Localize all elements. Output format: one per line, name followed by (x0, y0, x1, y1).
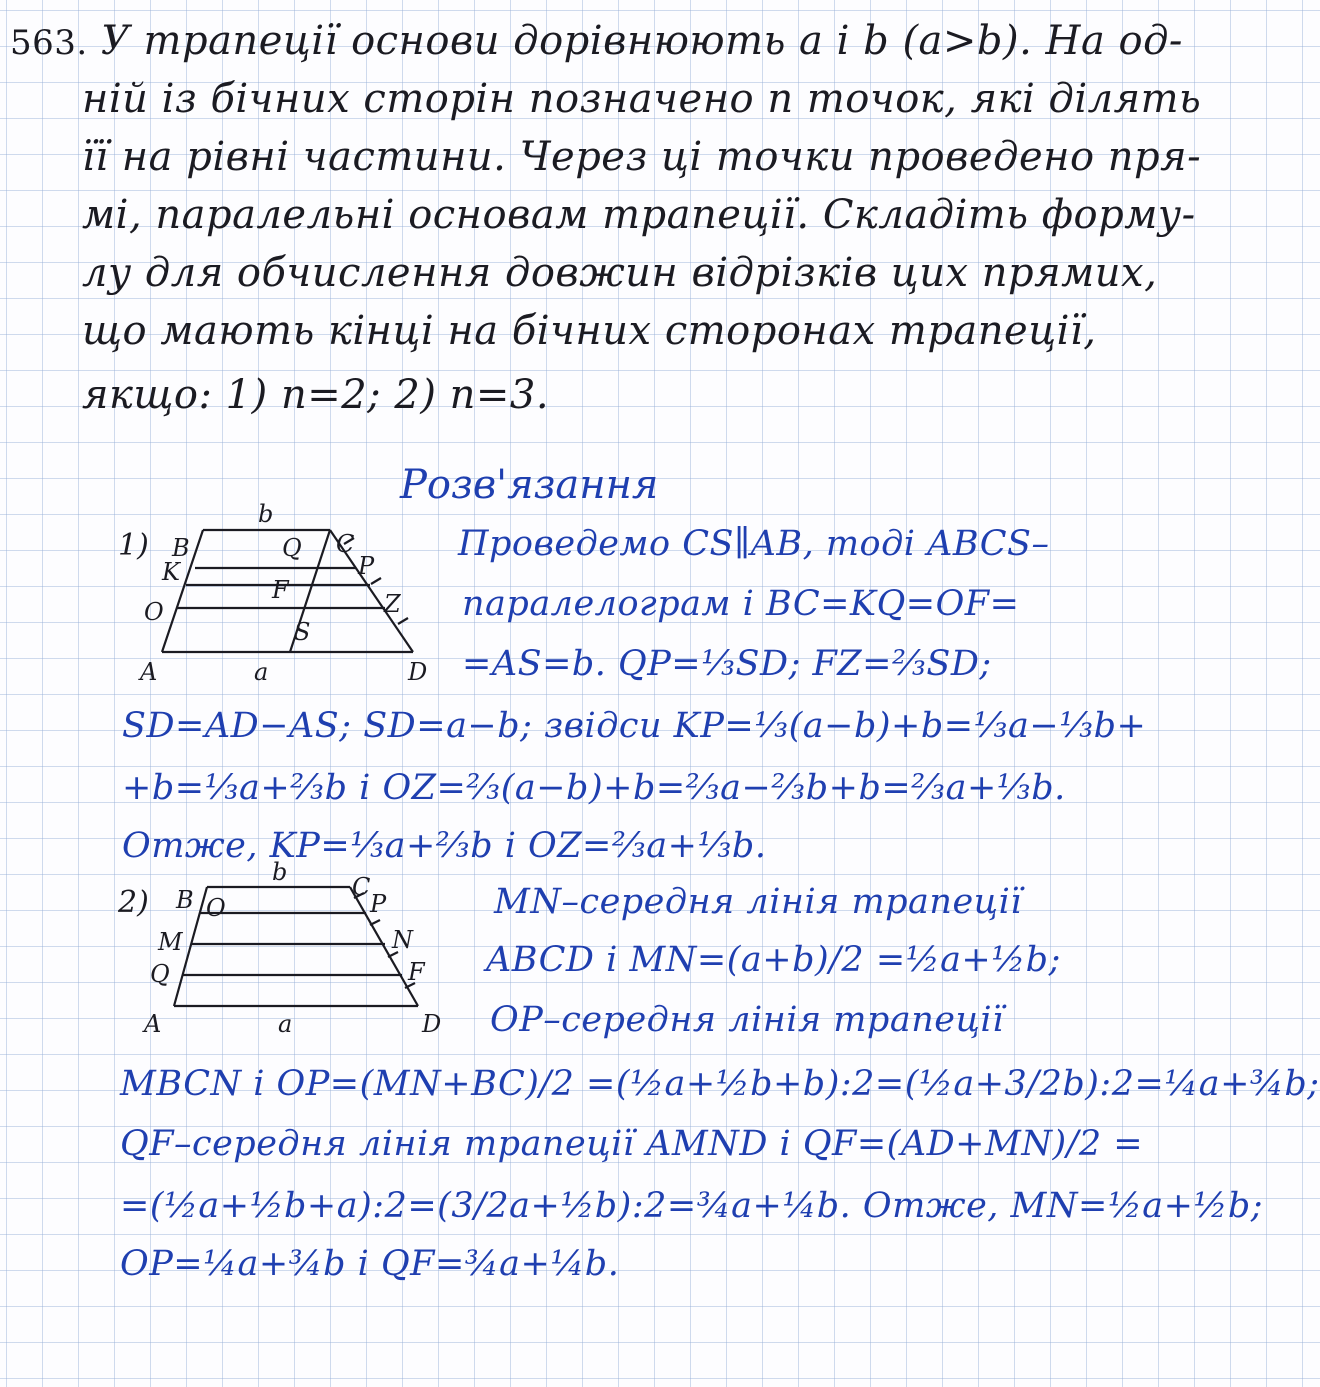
fig1-label-a: a (254, 658, 269, 686)
fig1-label-O: O (144, 598, 164, 626)
fig2-label-C: C (352, 873, 371, 901)
fig2-label-D: D (422, 1010, 442, 1038)
fig2-label-F: F (408, 958, 425, 986)
fig1-label-S: S (294, 618, 311, 646)
part2-full-line-2: QF–середня лінія трапеції AMND і QF=(AD+MN)/2 = (120, 1124, 1144, 1164)
part1-full-line-1: SD=AD−AS; SD=a−b; звідси KP=⅓(a−b)+b=⅓a−⅓b+ (122, 706, 1147, 746)
fig2-label-P: P (370, 890, 387, 918)
fig1-label-C: C (336, 530, 355, 558)
part1-line-1: Проведемо CS∥AB, тоді ABCS– (458, 524, 1050, 564)
part2-full-line-4: OP=¼a+¾b і QF=¾a+¼b. (120, 1244, 620, 1284)
fig1-label-B: B (172, 534, 190, 562)
part2-full-line-3: =(½a+½b+a):2=(3/2a+½b):2=¾a+¼b. Отже, MN=½a+½b; (120, 1186, 1264, 1226)
fig2-label-B: B (176, 886, 194, 914)
fig1-label-A: A (140, 658, 158, 686)
part1-marker: 1) (118, 528, 149, 563)
problem-number: 563. (10, 23, 88, 63)
part2-marker: 2) (118, 885, 149, 920)
fig1-label-Q: Q (282, 534, 302, 562)
part1-full-line-3: Отже, KP=⅓a+⅔b і OZ=⅔a+⅓b. (122, 826, 767, 866)
part2-line-3: OP–середня лінія трапеції (490, 1000, 1004, 1040)
solution-title: Розв'язання (400, 462, 659, 508)
part1-line-2: паралелограм і BC=KQ=OF= (462, 584, 1020, 624)
fig2-label-Q: Q (150, 960, 170, 988)
problem-line-2: ній із бічних сторін позначено n точок, які ділять (82, 76, 1202, 122)
problem-line-3: її на рівні частини. Через ці точки проведено пря- (82, 134, 1202, 180)
problem-line-4: мі, паралельні основам трапеції. Складіть форму- (82, 192, 1196, 238)
problem-line-5: лу для обчислення довжин відрізків цих прямих, (82, 250, 1158, 296)
part2-line-1: MN–середня лінія трапеції (494, 882, 1022, 922)
fig2-label-A: A (144, 1010, 162, 1038)
figure-2-labels (142, 858, 441, 1038)
fig2-label-a: a (278, 1010, 293, 1038)
fig1-label-D: D (408, 658, 428, 686)
fig1-label-P: P (358, 552, 375, 580)
fig2-label-M: M (158, 928, 183, 956)
part1-line-3: =AS=b. QP=⅓SD; FZ=⅔SD; (462, 644, 992, 684)
part1-full-line-2: +b=⅓a+⅔b і OZ=⅔(a−b)+b=⅔a−⅔b+b=⅔a+⅓b. (122, 768, 1066, 808)
fig1-label-K: K (162, 558, 180, 586)
fig2-label-O: O (206, 894, 226, 922)
fig2-label-N: N (392, 926, 413, 954)
fig1-label-F: F (272, 576, 289, 604)
problem-text-1: У трапеції основи дорівнюють a і b (a>b). На од- (100, 18, 1183, 64)
part2-full-line-1: MBCN і OP=(MN+BC)/2 =(½a+½b+b):2=(½a+3/2b):2=¼a+¾b; (120, 1064, 1320, 1104)
part2-line-2: ABCD і MN=(a+b)/2 =½a+½b; (486, 940, 1061, 980)
fig2-label-b: b (272, 858, 288, 886)
fig1-label-b: b (258, 500, 274, 528)
problem-line-7: якщо: 1) n=2; 2) n=3. (82, 372, 550, 418)
fig1-label-Z: Z (384, 590, 401, 618)
problem-line-6: що мають кінці на бічних сторонах трапеції, (82, 308, 1097, 354)
